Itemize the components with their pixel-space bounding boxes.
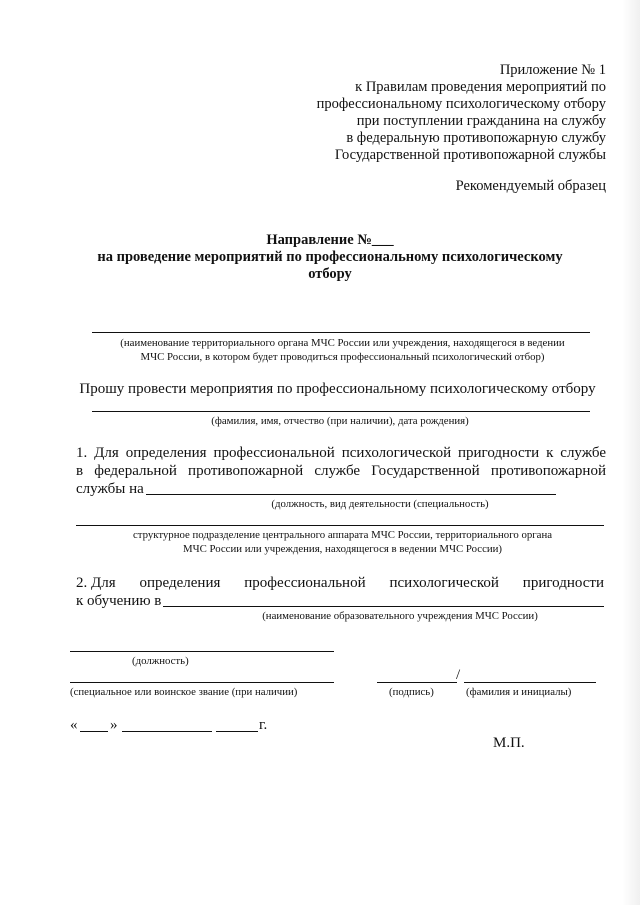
org-caption	[70, 336, 615, 364]
item2-word-3: профессиональной	[244, 575, 366, 591]
org-field-line	[92, 332, 590, 333]
subdivision-field-line	[76, 525, 604, 526]
date-year-suffix: г.	[259, 717, 268, 733]
signer-rank-caption: (специальное или воинское звание (при наличии)	[70, 686, 298, 698]
signer-name-line	[464, 682, 596, 683]
item2-line-2-prefix: к обучению в	[76, 593, 162, 609]
education-caption: (наименование образовательного учреждения МЧС России)	[262, 610, 538, 622]
signature-caption: (подпись)	[389, 686, 434, 698]
date-day-line	[80, 731, 108, 732]
subdivision-caption-line-2: МЧС России или учреждения, находящегося в ведении МЧС России)	[182, 543, 503, 555]
header-line-4: при поступлении гражданина на службу	[356, 113, 606, 129]
signature-slash: /	[456, 667, 461, 683]
date-open-quote: «	[70, 717, 78, 733]
item2-word-5: пригодности	[522, 575, 604, 591]
position-caption: (должность, вид деятельности (специальность)	[271, 498, 489, 510]
org-caption-line-1: (наименование территориального органа МЧС России или учреждения, находящегося в ведении	[120, 337, 565, 349]
item2-word-1: 2. Для	[76, 575, 116, 591]
signer-position-line	[70, 651, 334, 652]
header-line-1: Приложение № 1	[499, 62, 606, 78]
appendix-header	[206, 62, 606, 164]
education-field-line	[163, 606, 604, 607]
item2-word-2: определения	[139, 575, 221, 591]
document-title	[60, 232, 600, 283]
item2-word-4: психологической	[389, 575, 499, 591]
date-month-line	[122, 731, 212, 732]
header-line-2: к Правилам проведения мероприятий по	[355, 79, 606, 95]
item1-line-2: в федеральной противопожарной службе Государственной противопожарной	[76, 463, 606, 479]
date-close-quote: »	[110, 717, 118, 733]
fullname-field-line	[92, 411, 590, 412]
item1-line-3-prefix: службы на	[76, 481, 144, 497]
title-line-1: Направление №___	[266, 232, 394, 248]
fullname-caption: (фамилия, имя, отчество (при наличии), дата рождения)	[211, 415, 469, 427]
recommended-sample-label: Рекомендуемый образец	[455, 178, 606, 194]
stamp-place: М.П.	[493, 735, 525, 751]
position-field-line	[146, 494, 556, 495]
item1-line-1: 1. Для определения профессиональной психологической пригодности к службе	[76, 445, 606, 461]
subdivision-caption-line-1: структурное подразделение центрального аппарата МЧС России, территориального органа	[132, 529, 553, 541]
header-line-6: Государственной противопожарной службы	[334, 147, 606, 163]
header-line-5: в федеральную противопожарную службу	[346, 130, 606, 146]
header-line-3: профессиональному психологическому отбору	[316, 96, 606, 112]
signer-position-caption: (должность)	[132, 655, 189, 667]
title-line-3: отбору	[308, 266, 352, 282]
title-line-2: на проведение мероприятий по профессиональному психологическому	[97, 249, 563, 265]
date-year-line	[216, 731, 258, 732]
scan-edge-shadow	[622, 0, 640, 905]
signer-name-caption: (фамилия и инициалы)	[466, 686, 572, 698]
request-text: Прошу провести мероприятия по профессиональному психологическому отбору	[79, 381, 596, 397]
signature-line	[377, 682, 457, 683]
signer-rank-line	[70, 682, 334, 683]
item2-line-1	[76, 574, 604, 592]
subdivision-caption	[70, 528, 615, 556]
org-caption-line-2: МЧС России, в котором будет проводиться профессиональный психологический отбор)	[140, 351, 545, 363]
